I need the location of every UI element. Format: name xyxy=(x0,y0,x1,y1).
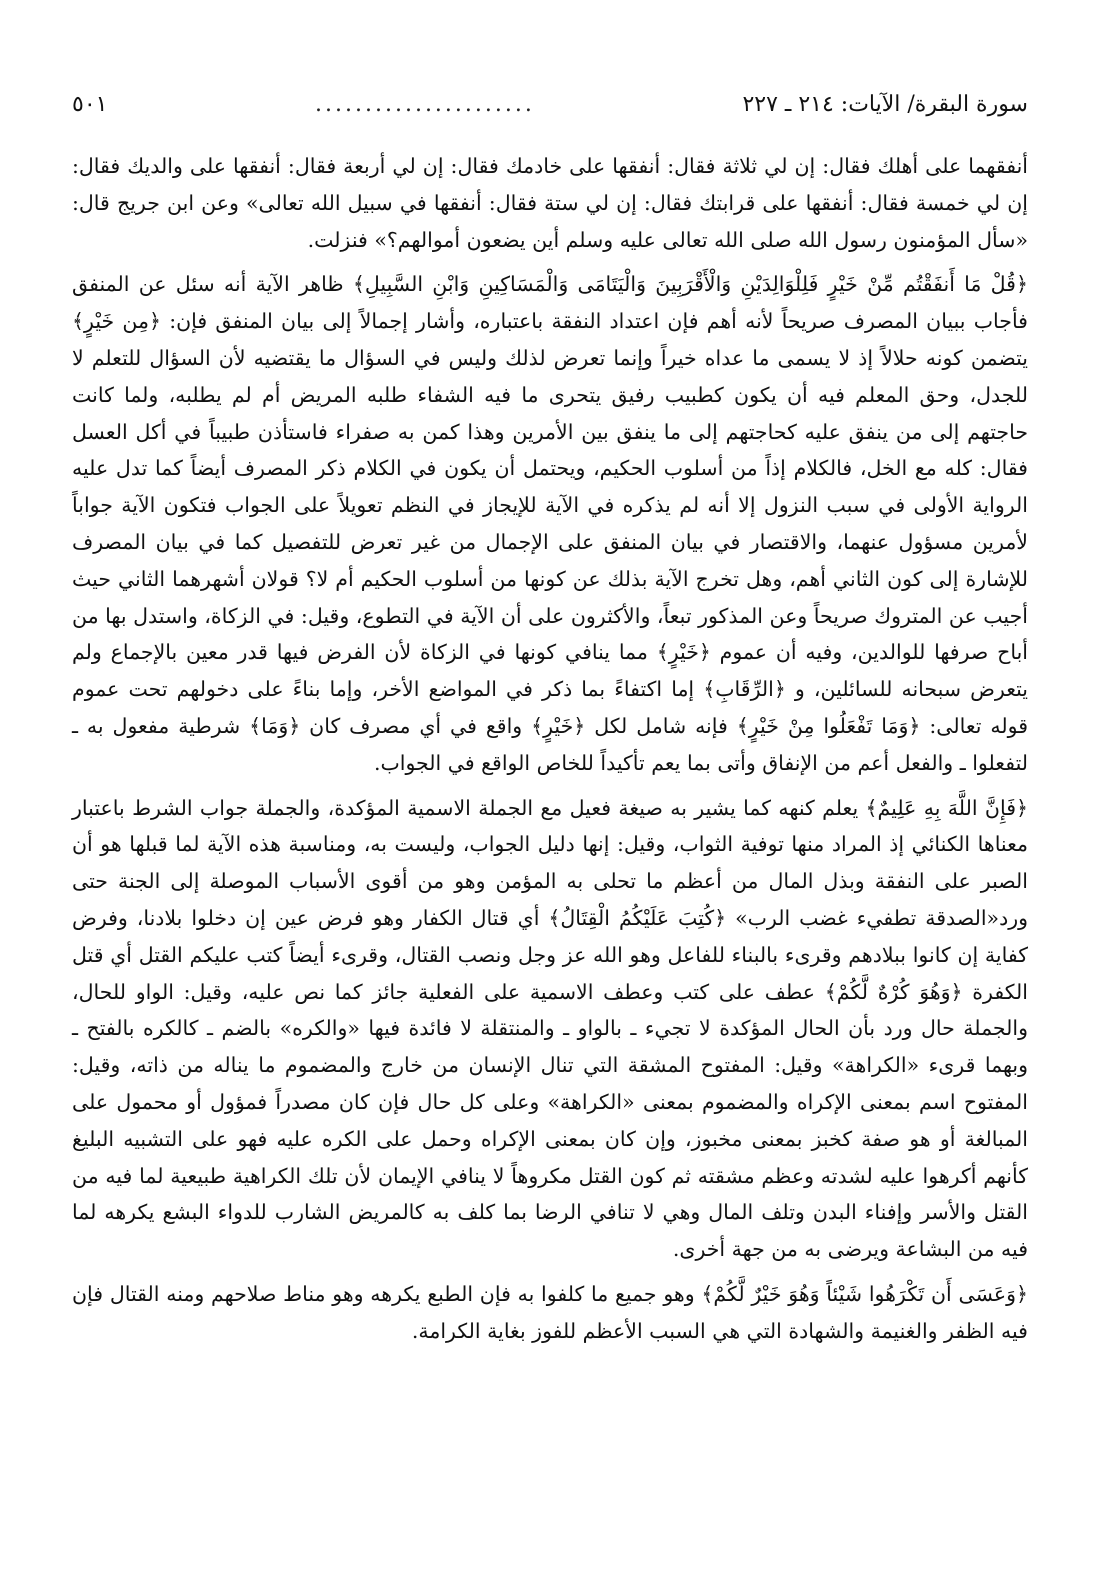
surah-title: سورة البقرة/ الآيات: ٢١٤ ـ ٢٢٧ xyxy=(742,91,1028,117)
page-body xyxy=(72,148,1028,1358)
paragraph-1: أنفقهما على أهلك فقال: إن لي ثلاثة فقال: أنفقها على خادمك فقال: إن لي أربعة فقال: أنفقها على والديك فقال: إن لي خمسة فقال: أنفقها على قرابتك فقال: إن لي ستة فقال: أنفقها في سبيل الله تعالى» وعن ابن جريج قال: «سأل المؤمنون رسول الله صلى الله تعالى عليه وسلم أين يضعون أموالهم؟» فنزلت. xyxy=(72,154,1028,252)
paragraph-2: ﴿قُلْ مَا أَنفَقْتُم مِّنْ خَيْرٍ فَلِلْوَالِدَيْنِ وَالْأَقْرَبِينَ وَالْيَتَامَى وَالْمَسَاكِينِ وَابْنِ السَّبِيلِ﴾ ظاهر الآية أنه سئل عن المنفق فأجاب ببيان المصرف صريحاً لأنه أهم فإن اعتداد النفقة باعتباره، وأشار إجمالاً إلى بيان المنفق فإن: ﴿مِن خَيْرٍ﴾ يتضمن كونه حلالاً إذ لا يسمى ما عداه خيراً وإنما تعرض لذلك وليس في السؤال ما يقتضيه لأن السؤال للتعلم لا للجدل، وحق المعلم فيه أن يكون كطبيب رفيق يتحرى ما فيه الشفاء طلبه المريض أم لم يطلبه، ولما كانت حاجتهم إلى من ينفق عليه كحاجتهم إلى ما ينفق بين الأمرين وهذا كمن به صفراء فاستأذن طبيباً في أكل العسل فقال: كله مع الخل، فالكلام إذاً من أسلوب الحكيم، ويحتمل أن يكون في الكلام ذكر المصرف أيضاً كما تدل عليه الرواية الأولى في سبب النزول إلا أنه لم يذكره في الآية للإيجاز في النظم تعويلاً على الجواب فتكون الآية جواباً لأمرين مسؤول عنهما، والاقتصار في بيان المنفق على الإجمال من غير تعرض للتفصيل كما في بيان المصرف للإشارة إلى كون الثاني أهم، وهل تخرج الآية بذلك عن كونها من أسلوب الحكيم أم لا؟ قولان أشهرهما الثاني حيث أجيب عن المتروك صريحاً وعن المذكور تبعاً، والأكثرون على أن الآية في التطوع، وقيل: في الزكاة، واستدل بها من أباح صرفها للوالدين، وفيه أن عموم ﴿خَيْرٍ﴾ مما ينافي كونها في الزكاة لأن الفرض فيها قدر معين بالإجماع ولم يتعرض سبحانه للسائلين، و ﴿الرِّقَابِ﴾ إما اكتفاءً بما ذكر في المواضع الأخر، وإما بناءً على دخولهم تحت عموم قوله تعالى: ﴿وَمَا تَفْعَلُوا مِنْ خَيْرٍ﴾ فإنه شامل لكل ﴿خَيْرٍ﴾ واقع في أي مصرف كان ﴿وَمَا﴾ شرطية مفعول به ـ لتفعلوا ـ والفعل أعم من الإنفاق وأتى بما يعم تأكيداً للخاص الواقع في الجواب. xyxy=(72,272,1028,775)
paragraph-4: ﴿وَعَسَى أَن تَكْرَهُوا شَيْئاً وَهُوَ خَيْرٌ لَّكُمْ﴾ وهو جميع ما كلفوا به فإن الطبع يكرهه وهو مناط صلاحهم ومنه القتال فإن فيه الظفر والغنيمة والشهادة التي هي السبب الأعظم للفوز بغاية الكرامة. xyxy=(72,1281,1028,1343)
page-number: ٥٠١ xyxy=(72,91,108,117)
paragraph-3: ﴿فَإِنَّ اللَّهَ بِهِ عَلِيمٌ﴾ يعلم كنهه كما يشير به صيغة فعيل مع الجملة الاسمية المؤكدة، والجملة جواب الشرط باعتبار معناها الكنائي إذ المراد منها توفية الثواب، وقيل: إنها دليل الجواب، وليست به، ومناسبة هذه الآية لما قبلها هو أن الصبر على النفقة وبذل المال من أعظم ما تحلى به المؤمن وهو من أقوى الأسباب الموصلة إلى الجنة حتى ورد«الصدقة تطفيء غضب الرب» ﴿كُتِبَ عَلَيْكُمُ الْقِتَالُ﴾ أي قتال الكفار وهو فرض عين إن دخلوا بلادنا، وفرض كفاية إن كانوا ببلادهم وقرىء بالبناء للفاعل وهو الله عز وجل ونصب القتال، وقرىء أيضاً كتب عليكم القتل أي قتل الكفرة ﴿وَهُوَ كُرْهٌ لَّكُمْ﴾ عطف على كتب وعطف الاسمية على الفعلية جائز كما نص عليه، وقيل: الواو للحال، والجملة حال ورد بأن الحال المؤكدة لا تجيء ـ بالواو ـ والمنتقلة لا فائدة فيها «والكره» بالضم ـ كالكره بالفتح ـ وبهما قرىء «الكراهة» وقيل: المفتوح المشقة التي تنال الإنسان من خارج والمضموم ما يناله من ذاته، وقيل: المفتوح اسم بمعنى الإكراه والمضموم بمعنى «الكراهة» وعلى كل حال فإن كان مصدراً فمؤول أو محمول على المبالغة أو هو صفة كخبز بمعنى مخبوز، وإن كان بمعنى الإكراه وحمل على الكره عليه فهو على التشبيه البليغ كأنهم أكرهوا عليه لشدته وعظم مشقته ثم كون القتل مكروهاً لا ينافي الإيمان لأن تلك الكراهية طبيعية لما فيه من القتل والأسر وإفناء البدن وتلف المال وهي لا تنافي الرضا بما كلف به كالمريض الشارب للدواء البشع يكرهه لما فيه من البشاعة ويرضى به من جهة أخرى. xyxy=(72,795,1028,1262)
leader-dots: ...................... xyxy=(315,91,535,117)
running-header xyxy=(72,84,1028,124)
